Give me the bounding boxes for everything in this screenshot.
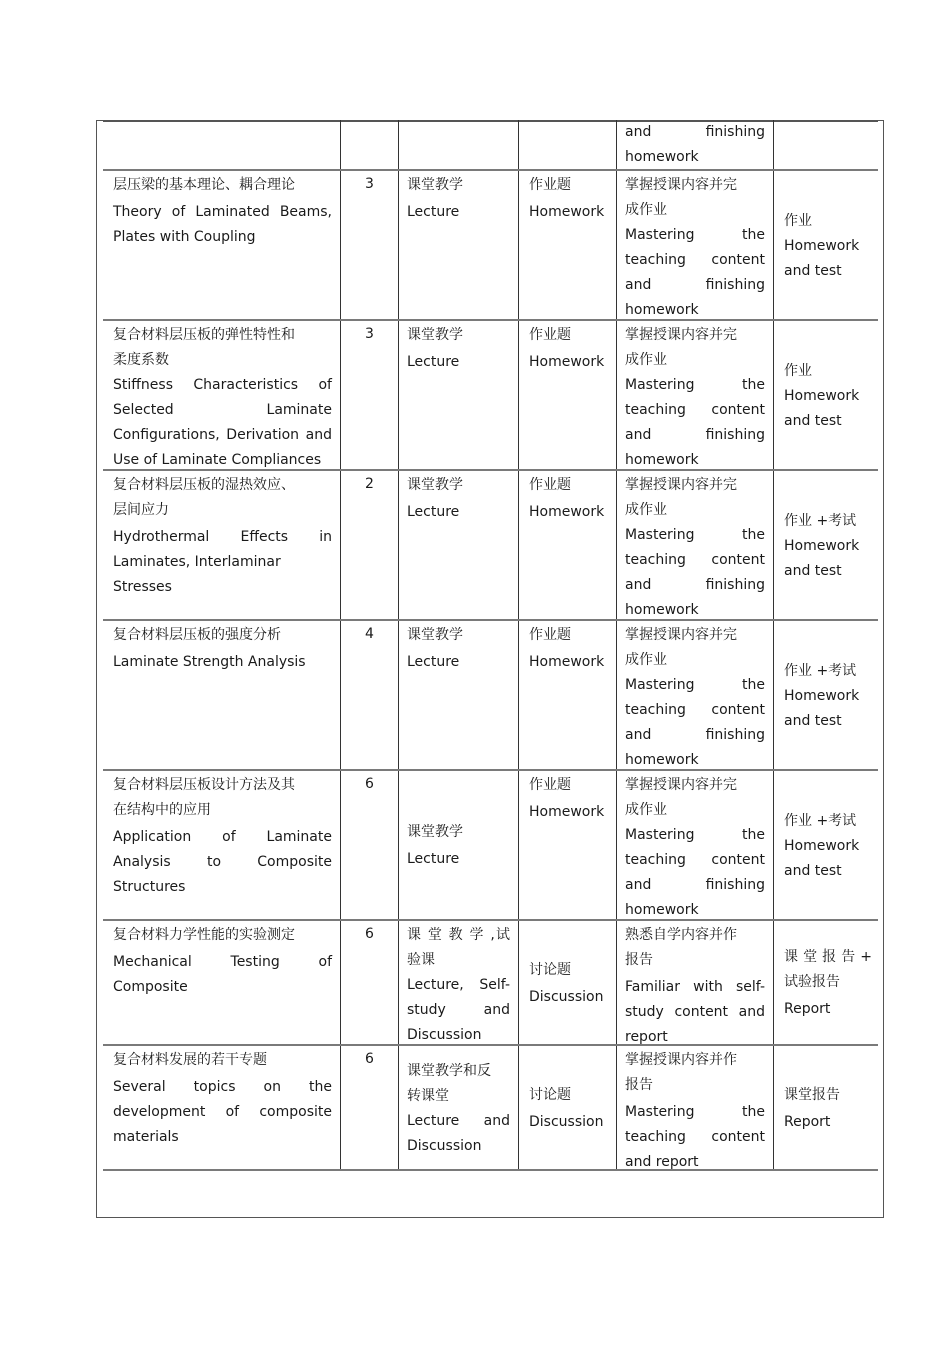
- table-row: [103, 1046, 878, 1171]
- requirement-en-line: Mastering the: [625, 227, 765, 243]
- hours-cell: [340, 321, 398, 469]
- method-en-line: Discussion: [407, 1027, 482, 1043]
- table-row: [103, 471, 878, 621]
- assignment-en: Homework: [529, 204, 605, 220]
- hours-cell: [340, 621, 398, 769]
- requirement-zh-line: 报告: [625, 1077, 653, 1093]
- method-cell: [398, 771, 518, 919]
- assignment-cell: [518, 621, 616, 769]
- topic-zh: 复合材料层压板的强度分析: [113, 627, 281, 643]
- requirement-cell: [616, 771, 773, 919]
- topic-en-line: materials: [113, 1129, 179, 1145]
- hours-cell: [340, 921, 398, 1044]
- hours-value: 6: [365, 1051, 374, 1067]
- requirement-cell: [616, 171, 773, 319]
- method-zh: 课堂教学: [407, 177, 463, 193]
- assessment-en-line: and test: [784, 262, 842, 279]
- assessment-en-line: Homework: [784, 237, 860, 254]
- requirement-zh-line: 成作业: [625, 802, 667, 818]
- topic-en-line: Application of Laminate: [113, 829, 332, 845]
- requirement-cell: [616, 120, 773, 169]
- topic-cell: [103, 120, 340, 169]
- table-row: [103, 171, 878, 321]
- requirement-en-line: teaching content: [625, 252, 765, 268]
- requirement-en-line: and report: [625, 1154, 699, 1169]
- topic-en-line: Stiffness Characteristics of: [113, 377, 332, 393]
- requirement-zh-line: 成作业: [625, 502, 667, 518]
- requirement-zh-line: 熟悉自学内容并作: [625, 927, 737, 943]
- assessment-zh: 作业 +考试: [784, 662, 857, 679]
- topic-en-line: Structures: [113, 879, 186, 895]
- method-en-line: Lecture and: [407, 1112, 510, 1129]
- method-en: Lecture: [407, 851, 460, 867]
- table-row: [103, 771, 878, 921]
- assignment-en: Homework: [529, 654, 605, 670]
- requirement-zh-line: 成作业: [625, 652, 667, 668]
- method-en-line: Discussion: [407, 1137, 482, 1154]
- topic-en-line: Theory of Laminated Beams,: [113, 204, 332, 220]
- requirement-zh-line: 掌握授课内容并完: [625, 477, 737, 493]
- assessment-en-line: and test: [784, 862, 842, 879]
- assessment-cell: [773, 171, 878, 319]
- table-row: [103, 621, 878, 771]
- topic-en-line: Several topics on the: [113, 1079, 332, 1095]
- assessment-en-line: Report: [784, 1001, 831, 1017]
- requirement-en-line: teaching content: [625, 1129, 765, 1145]
- method-cell: [398, 171, 518, 319]
- hours-value: 6: [365, 926, 374, 942]
- assessment-cell: [773, 621, 878, 769]
- assessment-en-line: and test: [784, 712, 842, 729]
- requirement-en-line: Mastering the: [625, 527, 765, 543]
- requirement-zh-line: 掌握授课内容并完: [625, 627, 737, 643]
- hours-cell: [340, 171, 398, 319]
- method-zh-line: 转课堂: [407, 1087, 449, 1104]
- topic-zh-line: 在结构中的应用: [113, 802, 211, 818]
- hours-value: 4: [365, 626, 374, 642]
- requirement-en-line: teaching content: [625, 552, 765, 568]
- requirement-en-line: and finishing: [625, 877, 765, 893]
- assessment-cell: [773, 921, 878, 1044]
- assignment-zh: 讨论题: [529, 961, 571, 978]
- assessment-cell: [773, 120, 878, 169]
- requirement-zh-line: 掌握授课内容并完: [625, 327, 737, 343]
- requirement-en-line: homework: [625, 452, 699, 468]
- assessment-en-line: Homework: [784, 537, 860, 554]
- method-zh: 课堂教学: [407, 824, 463, 840]
- assignment-zh: 作业题: [529, 177, 571, 193]
- method-en: Lecture: [407, 504, 460, 520]
- method-zh-line: 课 堂 教 学 ,试: [407, 927, 510, 943]
- assessment-zh-line: 课 堂 报 告 +: [784, 949, 872, 965]
- requirement-zh-line: 成作业: [625, 352, 667, 368]
- topic-cell: [103, 921, 340, 1044]
- assignment-en: Discussion: [529, 988, 604, 1005]
- method-zh-line: 验课: [407, 952, 435, 968]
- requirement-cell: [616, 321, 773, 469]
- method-en: Lecture: [407, 204, 460, 220]
- topic-zh-line: 复合材料层压板的弹性特性和: [113, 327, 295, 343]
- method-cell: [398, 321, 518, 469]
- assignment-cell: [518, 471, 616, 619]
- hours-cell: [340, 771, 398, 919]
- method-cell: [398, 120, 518, 169]
- assessment-cell: [773, 471, 878, 619]
- table-row: [103, 321, 878, 471]
- assessment-en-line: Homework: [784, 837, 860, 854]
- requirement-cell: [616, 921, 773, 1044]
- requirement-en-line: Familiar with self-: [625, 979, 765, 995]
- assessment-zh: 作业: [784, 362, 812, 379]
- topic-zh: 复合材料发展的若干专题: [113, 1052, 267, 1068]
- method-cell: [398, 1046, 518, 1169]
- assignment-zh: 作业题: [529, 627, 571, 643]
- requirement-en-line: and finishing: [625, 277, 765, 293]
- method-cell: [398, 471, 518, 619]
- topic-zh-line: 柔度系数: [113, 352, 169, 368]
- table-row: [103, 921, 878, 1046]
- assessment-en-line: and test: [784, 412, 842, 429]
- topic-cell: [103, 771, 340, 919]
- assignment-cell: [518, 771, 616, 919]
- assessment-zh: 作业 +考试: [784, 812, 857, 829]
- requirement-en-line: homework: [625, 149, 699, 165]
- hours-value: 6: [365, 776, 374, 792]
- method-zh: 课堂教学: [407, 627, 463, 643]
- method-en: Lecture: [407, 654, 460, 670]
- assignment-zh: 作业题: [529, 477, 571, 493]
- method-en: Lecture: [407, 354, 460, 370]
- topic-cell: [103, 1046, 340, 1169]
- assessment-cell: [773, 321, 878, 469]
- topic-zh-line: 层间应力: [113, 502, 169, 518]
- hours-value: 3: [365, 326, 374, 342]
- assessment-zh: 作业: [784, 212, 812, 229]
- assessment-cell: [773, 1046, 878, 1169]
- assignment-cell: [518, 321, 616, 469]
- requirement-zh-line: 掌握授课内容并完: [625, 177, 737, 193]
- assignment-zh: 作业题: [529, 327, 571, 343]
- topic-en-line: Use of Laminate Compliances: [113, 452, 322, 468]
- assignment-zh: 讨论题: [529, 1086, 571, 1103]
- method-cell: [398, 921, 518, 1044]
- topic-zh-line: 复合材料层压板设计方法及其: [113, 777, 295, 793]
- topic-en-line: Hydrothermal Effects in: [113, 529, 332, 545]
- requirement-en-line: teaching content: [625, 702, 765, 718]
- assignment-cell: [518, 921, 616, 1044]
- topic-cell: [103, 621, 340, 769]
- requirement-cell: [616, 621, 773, 769]
- table-row: [103, 120, 878, 171]
- requirement-en-line: homework: [625, 902, 699, 918]
- assignment-en: Discussion: [529, 1113, 604, 1130]
- method-zh: 课堂教学: [407, 477, 463, 493]
- assessment-en-line: Homework: [784, 687, 860, 704]
- requirement-en-line: teaching content: [625, 402, 765, 418]
- topic-zh-line: 复合材料层压板的湿热效应、: [113, 477, 295, 493]
- hours-value: 3: [365, 176, 374, 192]
- assignment-cell: [518, 1046, 616, 1169]
- assignment-cell: [518, 171, 616, 319]
- hours-cell: [340, 1046, 398, 1169]
- requirement-en-line: homework: [625, 302, 699, 318]
- requirement-en-line: and finishing: [625, 577, 765, 593]
- assessment-cell: [773, 771, 878, 919]
- topic-zh: 层压梁的基本理论、耦合理论: [113, 177, 295, 193]
- requirement-zh-line: 掌握授课内容并完: [625, 777, 737, 793]
- requirement-en-line: Mastering the: [625, 1104, 765, 1120]
- topic-zh: 复合材料力学性能的实验测定: [113, 927, 295, 943]
- requirement-en-line: report: [625, 1029, 668, 1044]
- requirement-en-line: study content and: [625, 1004, 765, 1020]
- requirement-cell: [616, 471, 773, 619]
- topic-en-line: development of composite: [113, 1104, 332, 1120]
- method-zh-line: 课堂教学和反: [407, 1062, 491, 1079]
- requirement-en-line: teaching content: [625, 852, 765, 868]
- topic-en-line: Plates with Coupling: [113, 229, 256, 245]
- topic-en-line: Laminates, Interlaminar Stresses: [113, 554, 281, 595]
- requirement-zh-line: 成作业: [625, 202, 667, 218]
- hours-value: 2: [365, 476, 374, 492]
- requirement-zh-line: 掌握授课内容并作: [625, 1052, 737, 1068]
- requirement-en-line: Mastering the: [625, 377, 765, 393]
- hours-cell: [340, 471, 398, 619]
- requirement-en-line: and finishing: [625, 427, 765, 443]
- assessment-zh: 课堂报告: [784, 1086, 840, 1103]
- requirement-en-line: homework: [625, 602, 699, 618]
- topic-en-line: Laminate Strength Analysis: [113, 654, 306, 670]
- topic-cell: [103, 321, 340, 469]
- assignment-cell: [518, 120, 616, 169]
- assignment-zh: 作业题: [529, 777, 571, 793]
- assignment-en: Homework: [529, 504, 605, 520]
- method-cell: [398, 621, 518, 769]
- assignment-en: Homework: [529, 354, 605, 370]
- requirement-en-line: homework: [625, 752, 699, 768]
- topic-en-line: Selected Laminate: [113, 402, 332, 418]
- requirement-en-line: and finishing: [625, 124, 765, 140]
- assessment-en-line: and test: [784, 562, 842, 579]
- requirement-en-line: Mastering the: [625, 827, 765, 843]
- requirement-en-line: Mastering the: [625, 677, 765, 693]
- hours-cell: [340, 120, 398, 169]
- requirement-en-line: and finishing: [625, 727, 765, 743]
- assessment-en-line: Homework: [784, 387, 860, 404]
- topic-cell: [103, 171, 340, 319]
- assessment-zh: 作业 +考试: [784, 512, 857, 529]
- requirement-cell: [616, 1046, 773, 1169]
- assessment-en-line: Report: [784, 1113, 831, 1130]
- method-zh: 课堂教学: [407, 327, 463, 343]
- assessment-zh-line: 试验报告: [784, 974, 840, 990]
- assignment-en: Homework: [529, 804, 605, 820]
- method-en-line: Lecture, Self-: [407, 977, 510, 993]
- topic-en-line: Analysis to Composite: [113, 854, 332, 870]
- topic-en-line: Configurations, Derivation and: [113, 427, 332, 443]
- topic-en-line: Mechanical Testing of: [113, 954, 332, 970]
- requirement-zh-line: 报告: [625, 952, 653, 968]
- topic-cell: [103, 471, 340, 619]
- method-en-line: study and: [407, 1002, 510, 1018]
- topic-en-line: Composite: [113, 979, 188, 995]
